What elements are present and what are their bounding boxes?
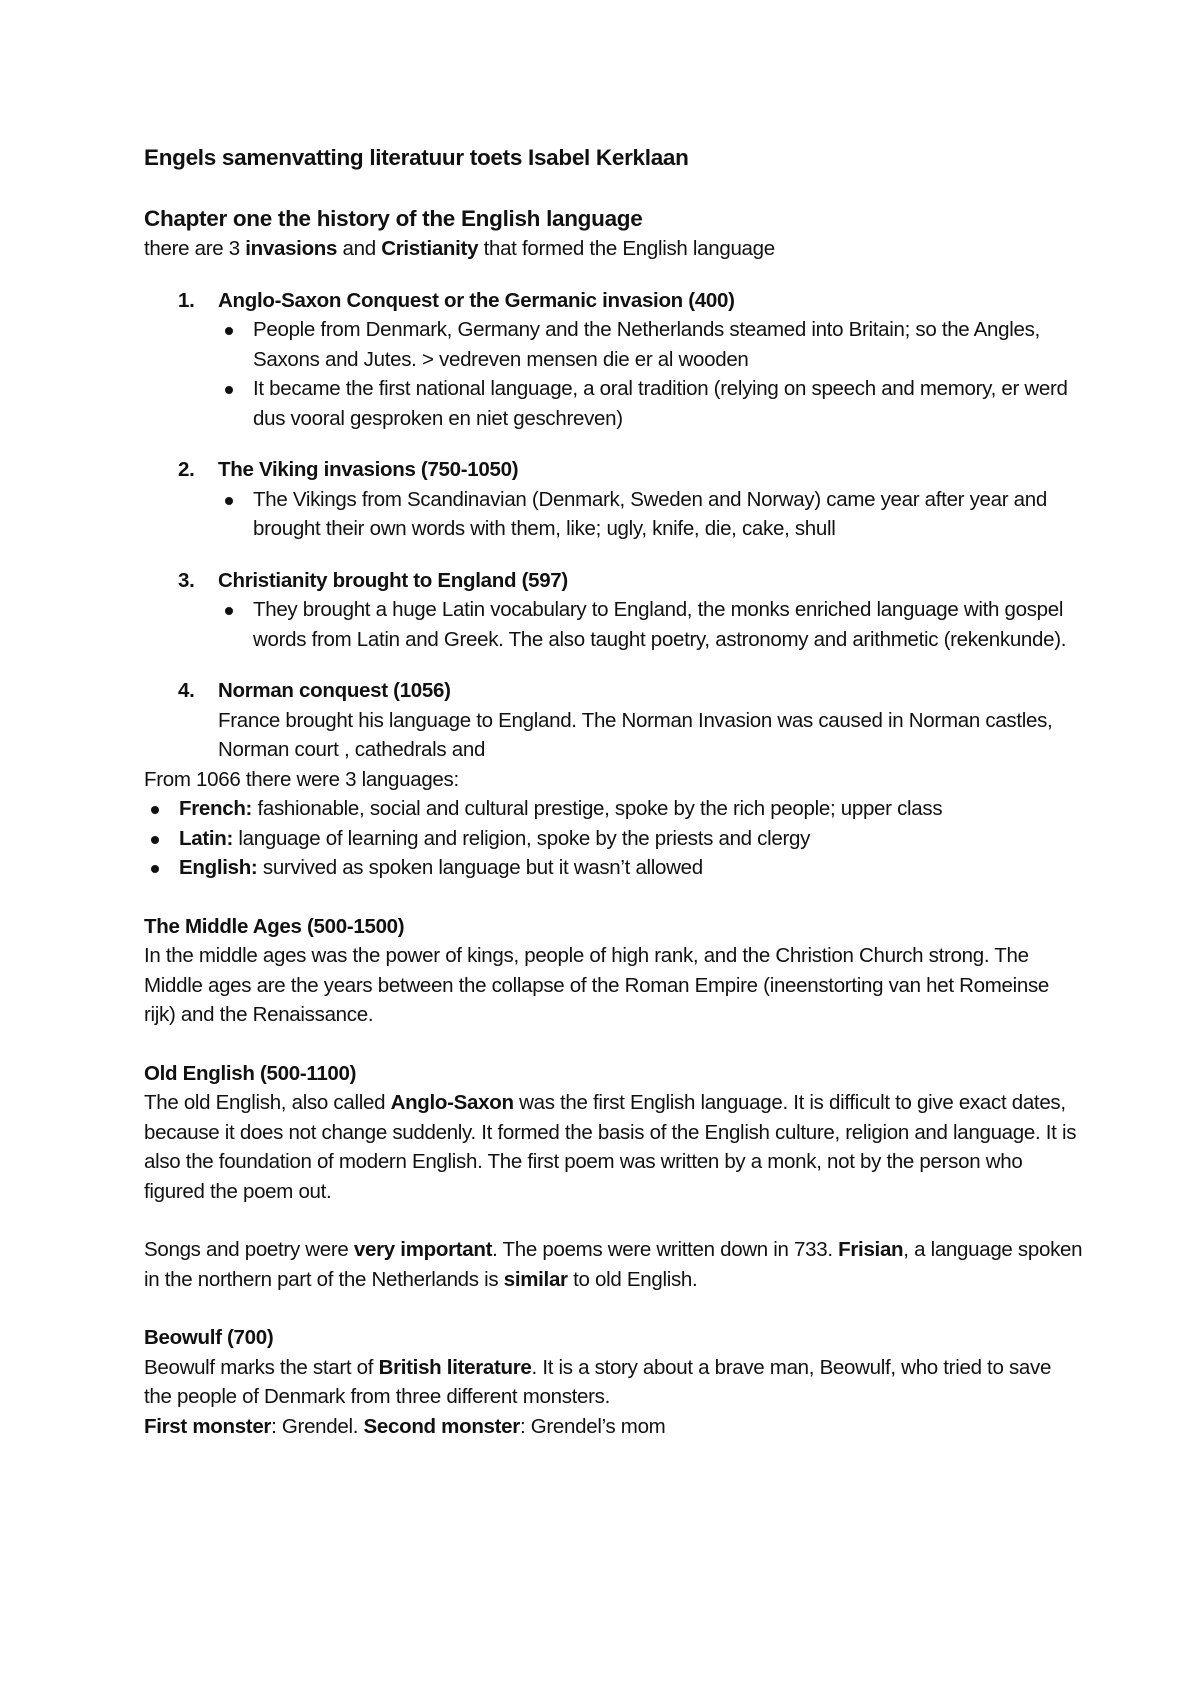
section-text: In the middle ages was the power of kings, people of high rank, and the Christion Church strong. The Middle ages are the years between the collapse of the Roman Empire (ineenstorting van het Romeinse rijk) and the Renaissance. bbox=[144, 944, 1050, 1026]
section-title: Old English (500-1100) bbox=[144, 1061, 357, 1085]
languages-intro: From 1066 there were 3 languages: bbox=[144, 767, 459, 791]
languages-list bbox=[144, 794, 1084, 883]
chapter-intro: there are 3 invasions and Cristianity that formed the English language bbox=[144, 237, 775, 260]
bullet-list bbox=[218, 485, 1084, 544]
bullet-item: It became the first national language, a oral tradition (relying on speech and memory, er werd dus vooral gesproken en niet geschreven) bbox=[218, 374, 1084, 433]
document-title: Engels samenvatting literatuur toets Isabel Kerklaan bbox=[144, 145, 689, 170]
old-english-section bbox=[144, 1059, 1084, 1207]
chapter-title: Chapter one the history of the English language bbox=[144, 206, 643, 231]
bullet-item: The Vikings from Scandinavian (Denmark, Sweden and Norway) came year after year and brought their own words with them, like; ugly, knife, die, cake, shull bbox=[218, 485, 1084, 544]
bullet-item: English: survived as spoken language but it wasn’t allowed bbox=[144, 853, 1084, 883]
bullet-icon bbox=[225, 607, 233, 615]
document-body bbox=[144, 142, 1084, 1441]
section-text: The old English, also called Anglo-Saxon was the first English language. It is difficult to give exact dates, because it does not change suddenly. It formed the basis of the English culture, religion and language. It is also the foundation of modern English. The first poem was written by a monk, not by the person who figured the poem out. bbox=[144, 1091, 1077, 1203]
invasions-list bbox=[144, 286, 1084, 765]
bullet-icon bbox=[225, 497, 233, 505]
beowulf-section bbox=[144, 1323, 1084, 1441]
list-number: 1. bbox=[178, 288, 195, 312]
bullet-icon bbox=[151, 836, 159, 844]
bullet-icon bbox=[225, 386, 233, 394]
section-text: Beowulf marks the start of British literature. It is a story about a brave man, Beowulf, who tried to save the people of Denmark from three different monsters. bbox=[144, 1355, 1052, 1408]
list-item-title: Anglo-Saxon Conquest or the Germanic invasion (400) bbox=[218, 288, 735, 312]
bullet-list bbox=[218, 315, 1084, 433]
section-title: Beowulf (700) bbox=[144, 1326, 274, 1349]
list-item-title: Norman conquest (1056) bbox=[218, 679, 451, 702]
bullet-icon bbox=[225, 327, 233, 335]
bullet-icon bbox=[151, 865, 159, 873]
list-item-title: Christianity brought to England (597) bbox=[218, 568, 568, 592]
list-item bbox=[144, 286, 1084, 434]
bullet-list bbox=[218, 595, 1084, 654]
list-number: 2. bbox=[178, 458, 195, 481]
monsters-line: First monster: Grendel. Second monster: Grendel’s mom bbox=[144, 1414, 666, 1438]
songs-section bbox=[144, 1235, 1084, 1294]
middle-ages-section bbox=[144, 912, 1084, 1030]
list-number: 3. bbox=[178, 568, 195, 592]
norman-text: France brought his language to England. The Norman Invasion was caused in Norman castles, Norman court , cathedrals and bbox=[218, 708, 1053, 761]
bullet-item: Latin: language of learning and religion, spoke by the priests and clergy bbox=[144, 824, 1084, 854]
section-title: The Middle Ages (500-1500) bbox=[144, 914, 405, 938]
list-item-title: The Viking invasions (750-1050) bbox=[218, 458, 519, 481]
list-item bbox=[144, 455, 1084, 544]
section-text: Songs and poetry were very important. The poems were written down in 733. Frisian, a language spoken in the northern part of the Netherlands is similar to old English. bbox=[144, 1238, 1083, 1291]
bullet-item: They brought a huge Latin vocabulary to England, the monks enriched language with gospel words from Latin and Greek. The also taught poetry, astronomy and arithmetic (rekenkunde). bbox=[218, 595, 1084, 654]
bullet-item: French: fashionable, social and cultural prestige, spoke by the rich people; upper class bbox=[144, 794, 1084, 824]
bullet-icon bbox=[151, 806, 159, 814]
list-item bbox=[144, 566, 1084, 655]
list-number: 4. bbox=[178, 679, 195, 702]
list-item bbox=[144, 676, 1084, 765]
bullet-item: People from Denmark, Germany and the Netherlands steamed into Britain; so the Angles, Saxons and Jutes. > vedreven mensen die er al wooden bbox=[218, 315, 1084, 374]
